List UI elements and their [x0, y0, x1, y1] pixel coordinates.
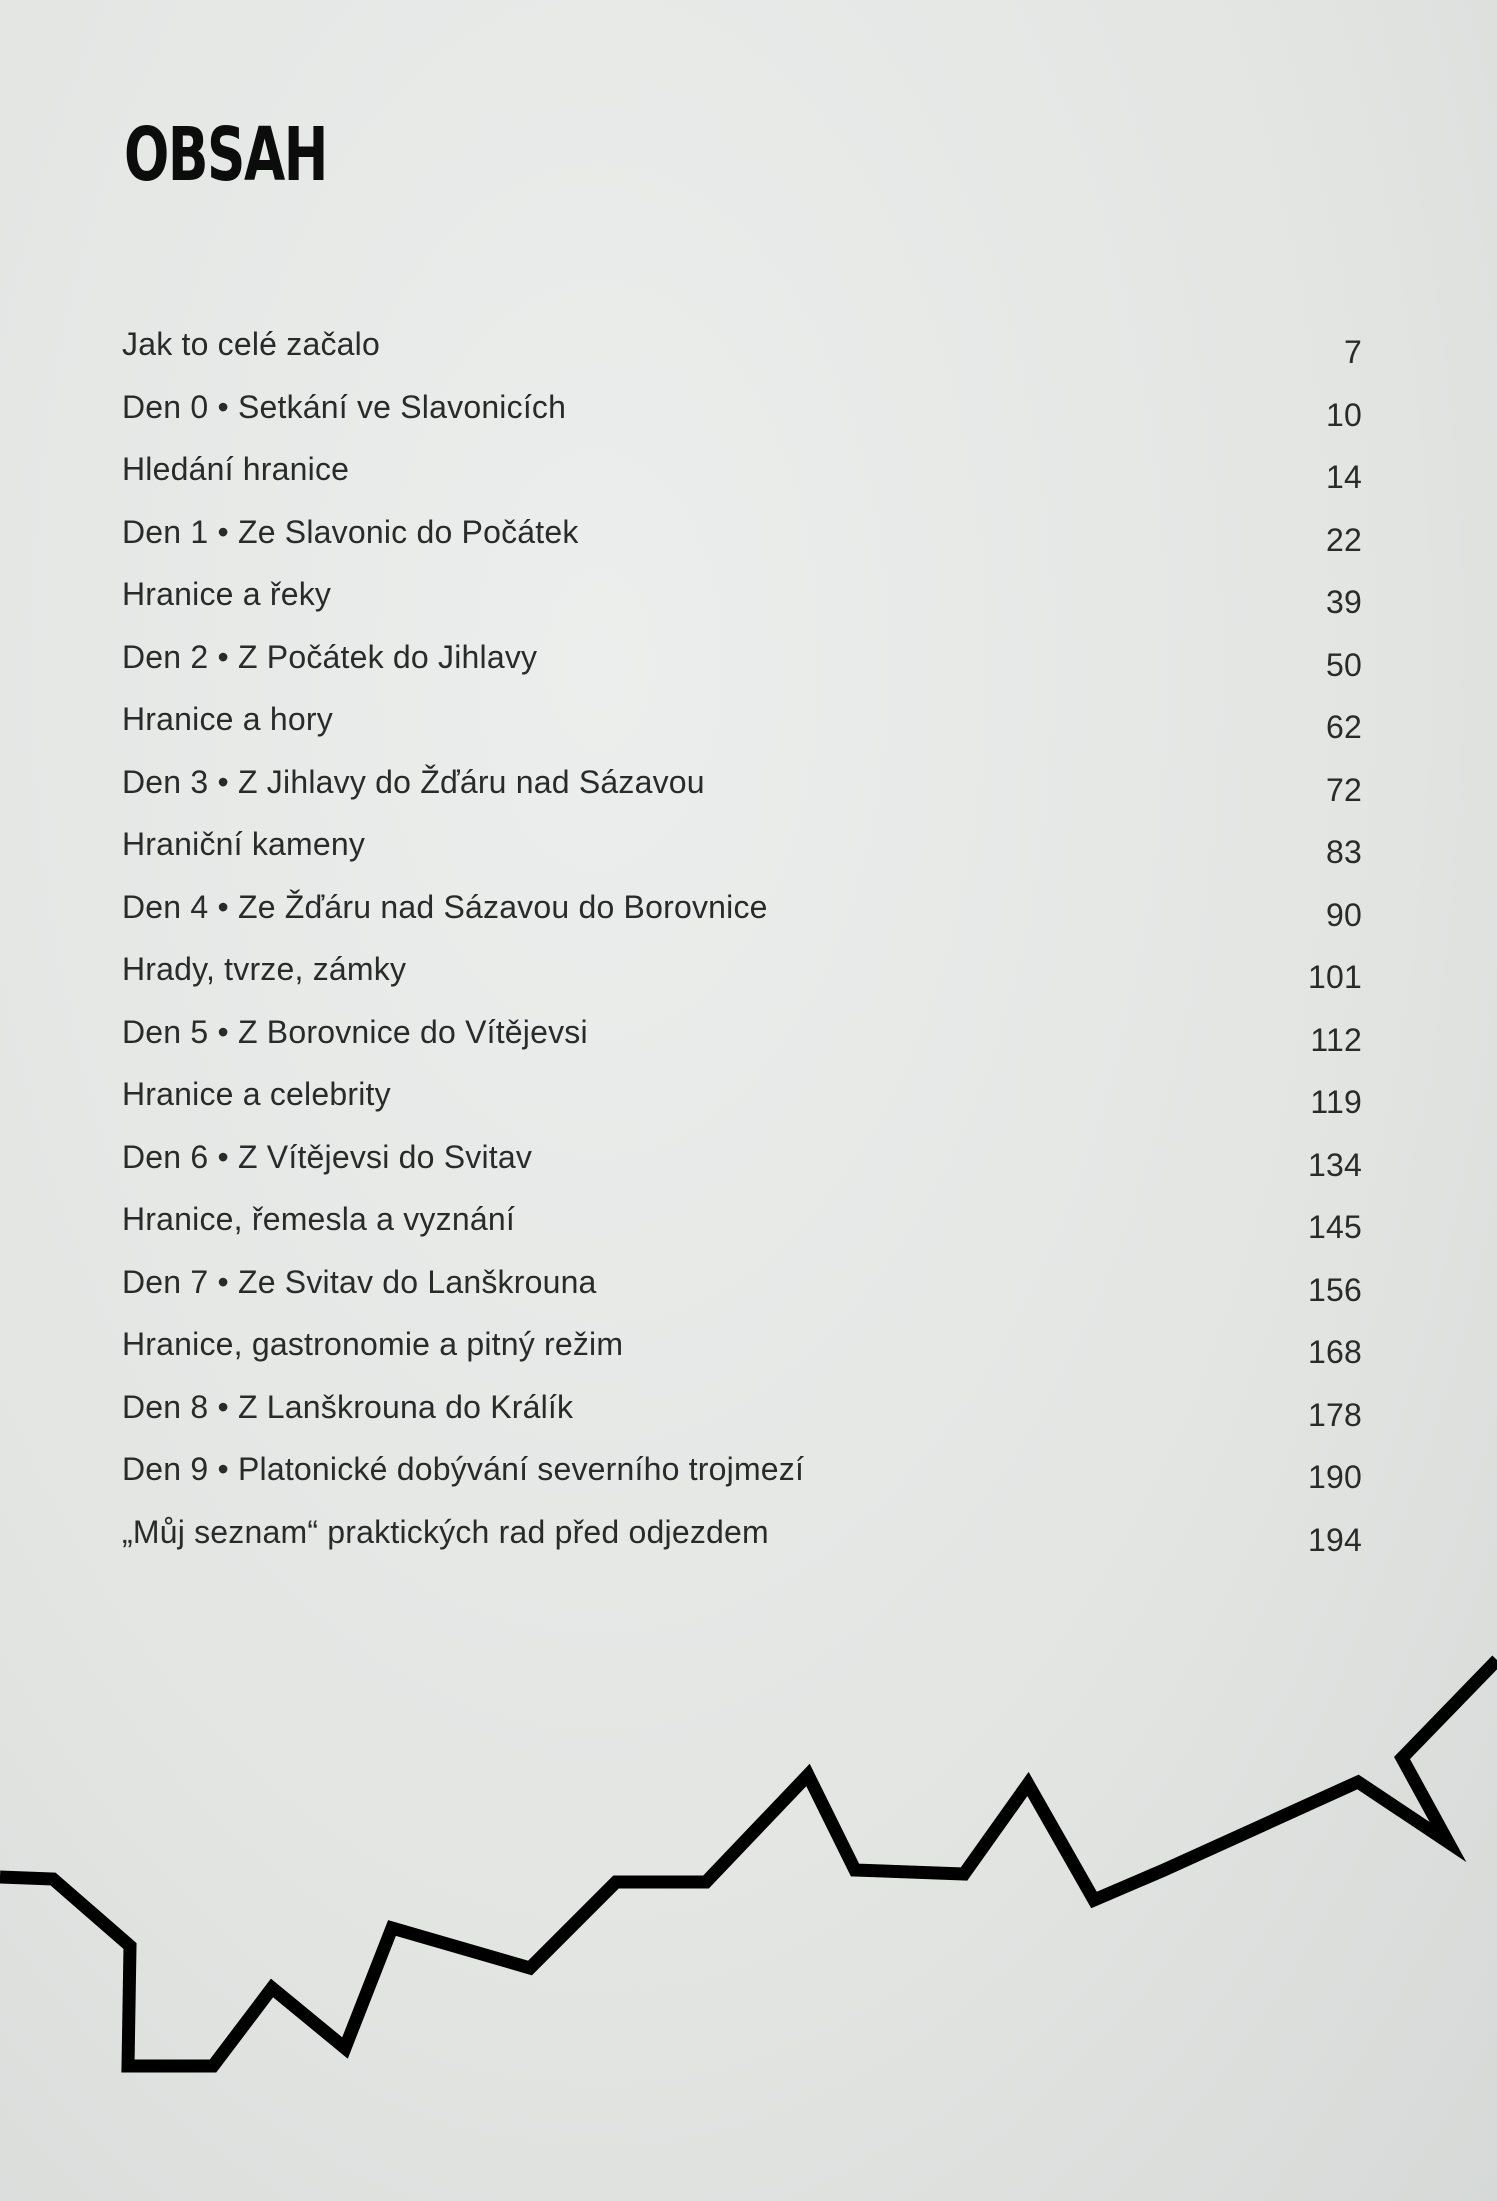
toc-entry-title: Hranice a řeky: [122, 576, 332, 612]
toc-entry-title: Hranice a hory: [122, 701, 333, 737]
toc-entry-page-number: 134: [1308, 1146, 1362, 1183]
toc-entry-page-number: 7: [1344, 334, 1362, 370]
toc-entry-title: Hledání hranice: [122, 451, 350, 487]
toc-entry-page-number: 178: [1308, 1396, 1362, 1433]
toc-entry-page-number: 90: [1326, 896, 1362, 933]
toc-entry-page-number: 101: [1308, 959, 1362, 995]
toc-entry-page-number: 190: [1308, 1459, 1362, 1495]
toc-entry-title: Den 2 • Z Počátek do Jihlavy: [122, 638, 538, 675]
toc-entry-title: Den 6 • Z Vítějevsi do Svitav: [122, 1138, 533, 1175]
toc-entry-page-number: 10: [1326, 396, 1362, 433]
toc-entry-title: Den 7 • Ze Svitav do Lanškrouna: [122, 1263, 597, 1300]
toc-entry-page-number: 39: [1326, 584, 1362, 620]
toc-entry-page-number: 14: [1326, 459, 1362, 495]
toc-entry-page-number: 83: [1326, 834, 1362, 870]
toc-entry-page-number: 194: [1308, 1521, 1362, 1558]
toc-entry-page-number: 72: [1326, 771, 1362, 808]
toc-entry-title: „Můj seznam“ praktických rad před odjezdem: [122, 1513, 769, 1550]
toc-entry-title: Den 0 • Setkání ve Slavonicích: [122, 388, 567, 425]
toc-entry-page-number: 119: [1310, 1084, 1362, 1120]
toc-entry-title: Jak to celé začalo: [122, 326, 380, 362]
toc-entry-title: Hrady, tvrze, zámky: [122, 951, 407, 987]
toc-entry-page-number: 112: [1310, 1021, 1362, 1058]
toc-entry-page-number: 50: [1326, 646, 1362, 683]
toc-entry-title: Hranice, gastronomie a pitný režim: [122, 1326, 624, 1362]
page-title: OBSAH: [124, 112, 327, 198]
toc-entry-page-number: 62: [1326, 709, 1362, 745]
toc-entry-page-number: 145: [1308, 1209, 1362, 1245]
toc-entry-page-number: 22: [1326, 521, 1362, 558]
toc-entry-page-number: 156: [1308, 1271, 1362, 1308]
toc-entry-title: Hranice a celebrity: [122, 1076, 391, 1112]
toc-entry-title: Den 8 • Z Lanškrouna do Králík: [122, 1388, 574, 1425]
toc-entry-title: Den 5 • Z Borovnice do Vítějevsi: [122, 1013, 588, 1050]
toc-entry-title: Den 3 • Z Jihlavy do Žďáru nad Sázavou: [122, 763, 705, 800]
toc-entry-page-number: 168: [1308, 1334, 1362, 1370]
toc-entry-title: Den 9 • Platonické dobývání severního trojmezí: [122, 1451, 805, 1487]
toc-entry-title: Den 4 • Ze Žďáru nad Sázavou do Borovnice: [122, 888, 768, 925]
toc-entry-title: Den 1 • Ze Slavonic do Počátek: [122, 513, 579, 550]
toc-entry-title: Hranice, řemesla a vyznání: [122, 1201, 515, 1237]
toc-entry-title: Hraniční kameny: [122, 826, 366, 862]
